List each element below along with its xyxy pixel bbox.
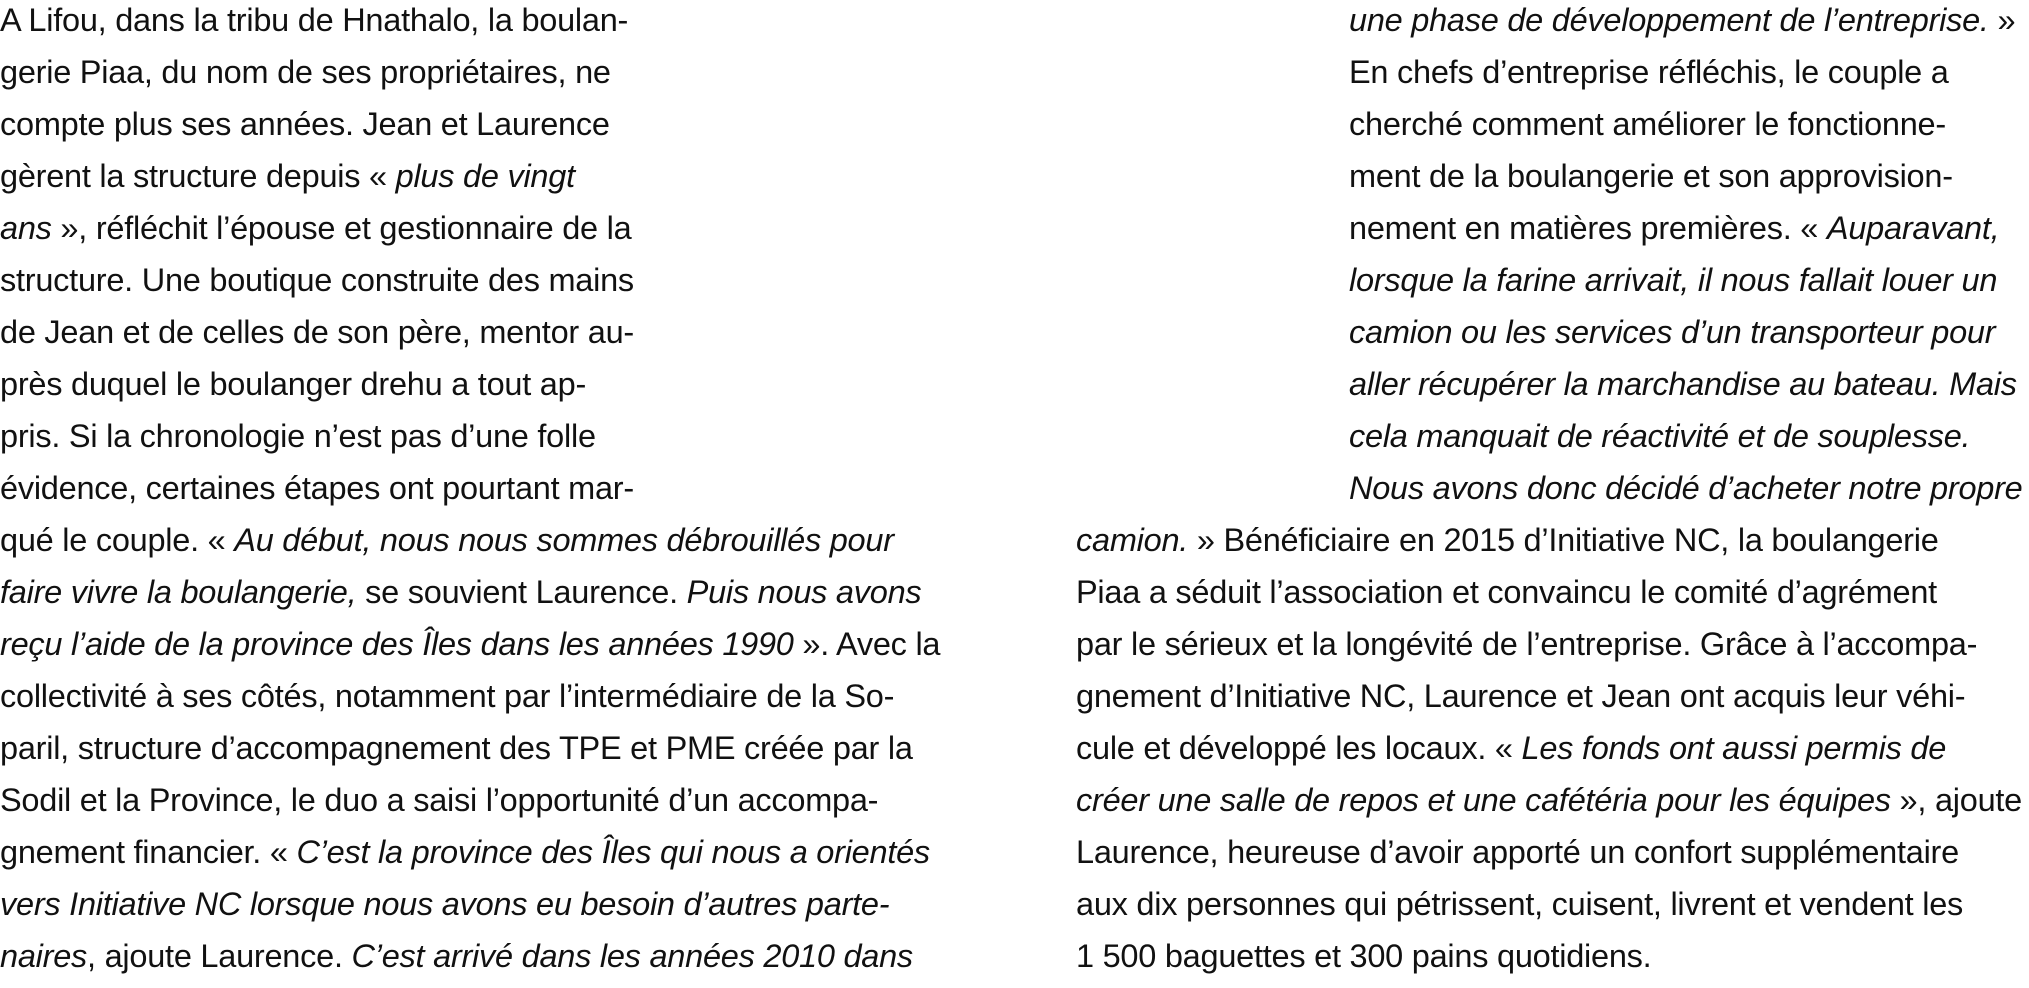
text-line bbox=[1349, 468, 2023, 520]
text-segment: A Lifou, dans la tribu de Hnathalo, la boulan- bbox=[0, 2, 629, 38]
italic-quote-segment: ans bbox=[0, 210, 52, 246]
text-line bbox=[1349, 208, 1999, 260]
text-segment: gerie Piaa, du nom de ses propriétaires, ne bbox=[0, 54, 611, 90]
text-line bbox=[1076, 728, 1946, 780]
text-line bbox=[0, 312, 634, 364]
text-segment: 1 500 baguettes et 300 pains quotidiens. bbox=[1076, 938, 1652, 974]
text-line bbox=[1076, 624, 1977, 676]
text-segment: paril, structure d’accompagnement des TPE et PME créée par la bbox=[0, 730, 913, 766]
text-segment: », ajoute bbox=[1890, 782, 2022, 818]
text-line bbox=[1349, 104, 1946, 156]
italic-quote-segment: camion ou les services d’un transporteur pour bbox=[1349, 314, 1996, 350]
text-line bbox=[0, 104, 610, 156]
text-segment: » Bénéficiaire en 2015 d’Initiative NC, la boulangerie bbox=[1188, 522, 1939, 558]
text-segment: aux dix personnes qui pétrissent, cuisent, livrent et vendent les bbox=[1076, 886, 1964, 922]
text-segment: par le sérieux et la longévité de l’entreprise. Grâce à l’accompa- bbox=[1076, 626, 1978, 662]
text-segment: compte plus ses années. Jean et Laurence bbox=[0, 106, 610, 142]
italic-quote-segment: C’est la province des Îles qui nous a orientés bbox=[296, 834, 930, 870]
text-segment: cherché comment améliorer le fonctionne- bbox=[1349, 106, 1946, 142]
italic-quote-segment: lorsque la farine arrivait, il nous fallait louer un bbox=[1349, 262, 1998, 298]
text-line bbox=[0, 416, 596, 468]
text-line bbox=[0, 780, 878, 832]
text-segment: de Jean et de celles de son père, mentor au- bbox=[0, 314, 634, 350]
text-line bbox=[0, 520, 894, 572]
italic-quote-segment: reçu l’aide de la province des Îles dans les années 1990 bbox=[0, 626, 794, 662]
text-segment: collectivité à ses côtés, notamment par l’intermédiaire de la So- bbox=[0, 678, 895, 714]
text-segment: nement en matières premières. « bbox=[1349, 210, 1827, 246]
text-segment: gnement financier. « bbox=[0, 834, 297, 870]
text-line bbox=[0, 832, 930, 884]
text-line bbox=[0, 156, 575, 208]
text-line bbox=[1349, 416, 1970, 468]
text-line bbox=[1349, 52, 1949, 104]
text-segment: près duquel le boulanger drehu a tout ap- bbox=[0, 366, 587, 402]
italic-quote-segment: cela manquait de réactivité et de souplesse. bbox=[1349, 418, 1971, 454]
text-line bbox=[0, 364, 586, 416]
text-line bbox=[1349, 0, 2015, 52]
text-line bbox=[0, 572, 921, 624]
text-line bbox=[1349, 156, 1953, 208]
text-line bbox=[1349, 260, 1997, 312]
text-segment: gnement d’Initiative NC, Laurence et Jean ont acquis leur véhi- bbox=[1076, 678, 1966, 714]
text-segment: évidence, certaines étapes ont pourtant mar- bbox=[0, 470, 634, 506]
italic-quote-segment: Au début, nous nous sommes débrouillés pour bbox=[234, 522, 894, 558]
text-line bbox=[0, 0, 628, 52]
text-line bbox=[1076, 520, 1939, 572]
text-segment: gèrent la structure depuis « bbox=[0, 158, 396, 194]
italic-quote-segment: Les fonds ont aussi permis de bbox=[1521, 730, 1947, 766]
text-segment: , ajoute Laurence. bbox=[87, 938, 352, 974]
text-segment: Laurence, heureuse d’avoir apporté un confort supplémentaire bbox=[1076, 834, 1959, 870]
text-segment: se souvient Laurence. bbox=[356, 574, 687, 610]
text-segment: cule et développé les locaux. « bbox=[1076, 730, 1522, 766]
italic-quote-segment: Nous avons donc décidé d’acheter notre propre bbox=[1349, 470, 2023, 506]
text-line bbox=[0, 208, 631, 260]
text-segment: », réfléchit l’épouse et gestionnaire de la bbox=[51, 210, 632, 246]
italic-quote-segment: Auparavant, bbox=[1826, 210, 2000, 246]
text-line bbox=[0, 676, 894, 728]
text-segment: En chefs d’entreprise réfléchis, le couple a bbox=[1349, 54, 1949, 90]
text-line bbox=[1076, 832, 1959, 884]
text-line bbox=[1076, 572, 1937, 624]
text-segment: Sodil et la Province, le duo a saisi l’opportunité d’un accompa- bbox=[0, 782, 879, 818]
text-line bbox=[0, 468, 634, 520]
text-line bbox=[0, 936, 913, 988]
italic-quote-segment: créer une salle de repos et une cafétéria pour les équipes bbox=[1076, 782, 1891, 818]
italic-quote-segment: naires bbox=[0, 938, 88, 974]
text-line bbox=[1076, 884, 1963, 936]
text-segment: ment de la boulangerie et son approvision- bbox=[1349, 158, 1953, 194]
italic-quote-segment: faire vivre la boulangerie, bbox=[0, 574, 357, 610]
text-line bbox=[1349, 364, 2017, 416]
italic-quote-segment: camion. bbox=[1076, 522, 1189, 558]
text-line bbox=[1349, 312, 1995, 364]
italic-quote-segment: vers Initiative NC lorsque nous avons eu besoin d’autres parte- bbox=[0, 886, 890, 922]
text-line bbox=[0, 260, 634, 312]
text-segment: pris. Si la chronologie n’est pas d’une folle bbox=[0, 418, 596, 454]
text-line bbox=[0, 728, 913, 780]
text-line bbox=[0, 52, 611, 104]
text-segment: » bbox=[1988, 2, 2016, 38]
italic-quote-segment: une phase de développement de l’entreprise. bbox=[1349, 2, 1989, 38]
text-segment: qué le couple. « bbox=[0, 522, 235, 558]
italic-quote-segment: aller récupérer la marchandise au bateau. Mais bbox=[1349, 366, 2017, 402]
text-segment: Piaa a séduit l’association et convaincu le comité d’agrément bbox=[1076, 574, 1937, 610]
text-segment: structure. Une boutique construite des mains bbox=[0, 262, 634, 298]
italic-quote-segment: plus de vingt bbox=[395, 158, 575, 194]
text-line bbox=[1076, 676, 1965, 728]
italic-quote-segment: C’est arrivé dans les années 2010 dans bbox=[351, 938, 913, 974]
text-line bbox=[1076, 936, 1651, 988]
text-segment: ». Avec la bbox=[793, 626, 941, 662]
italic-quote-segment: Puis nous avons bbox=[686, 574, 922, 610]
text-line bbox=[0, 884, 889, 936]
text-line bbox=[0, 624, 940, 676]
text-line bbox=[1076, 780, 2022, 832]
